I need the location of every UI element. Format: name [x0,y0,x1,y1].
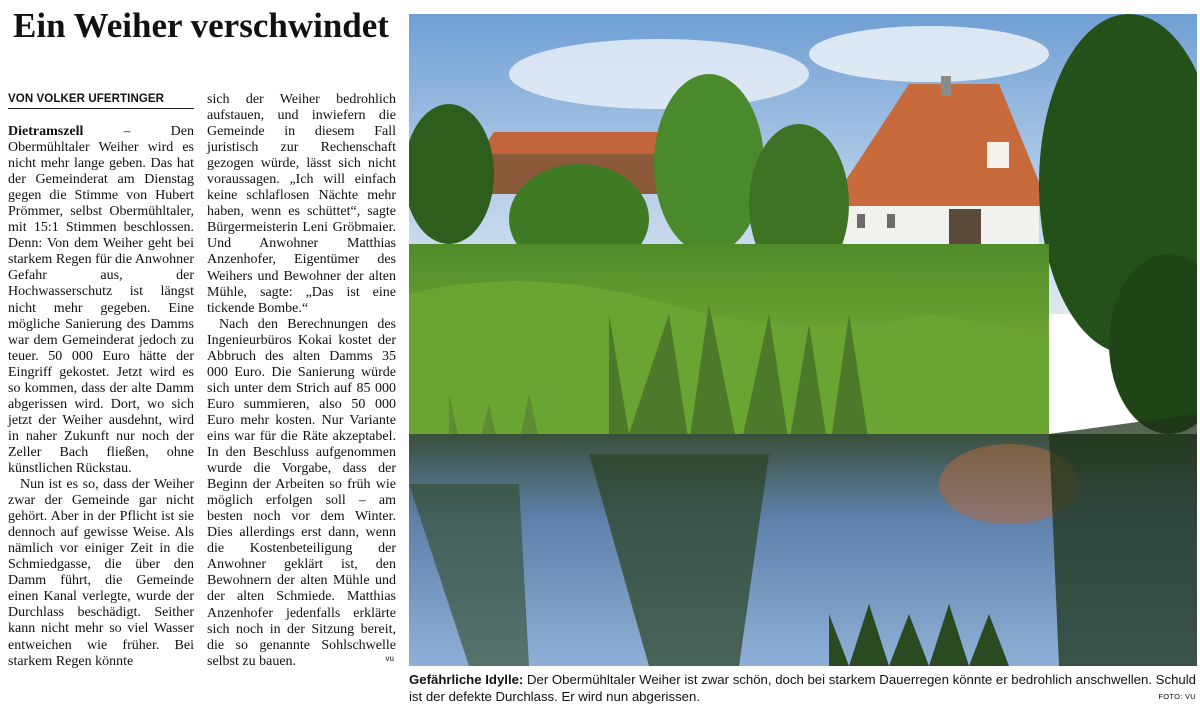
paragraph: sich der Weiher bedrohlich aufstauen, und inwiefern die Gemeinde in diesem Fall juristisch zur Rechenschaft gezogen würde, lässt sich nicht voraussagen. „Ich will einfach keine schlaflosen Nächte mehr haben, wenn es schüttet“, sagte Bürgermeisterin Leni Gröbmaier. Und Anwohner Matthias Anzenhofer, Eigentümer des Weihers und Bewohner der alten Mühle, sagte: „Das ist eine tickende Bombe.“ [207,92,396,316]
headline: Ein Weiher verschwindet [13,6,389,45]
paragraph: Nun ist es so, dass der Weiher zwar der Gemeinde gar nicht gehört. Aber in der Pflicht ist sie dennoch auf gewisse Weise. Als nämlich vor einiger Zeit in die Schmiedgasse, die über den Damm führt, die Gemeinde einen Kanal verlegte, wurde der Durchlass beschädigt. Seither kann nicht mehr so viel Wasser entweichen wie früher. Bei starkem Regen könnte [8,477,194,669]
photo-credit: FOTO: VU [1158,692,1196,701]
paragraph-text: – Den Obermühltaler Weiher wird es nicht mehr lange geben. Das hat der Gemeinderat am Dienstag gegen die Stimme von Hubert Prömmer, selbst Obermühltaler, mit 15:1 Stimmen beschlossen. Denn: Von dem Weiher geht bei starkem Regen für die Anwohner Gefahr aus, der Hochwasserschutz ist längst nicht mehr gegeben. Eine mögliche Sanierung des Damms war dem Gemeinderat jedoch zu teuer. 50 000 Euro hätte der Eingriff gekostet. Jetzt wird es so kommen, dass der alte Damm abgerissen wird. Dort, wo sich jetzt der Weiher ausdehnt, wird in naher Zukunft nur noch der Zeller Bach fließen, ohne künstlichen Rückstau. [8,124,194,476]
dateline: Dietramszell [8,124,84,139]
caption-lead: Gefährliche Idylle: [409,672,524,687]
pond-photo [409,14,1197,666]
paragraph [8,124,194,477]
photo-caption [409,671,1197,705]
paragraph: Nach den Berechnungen des Ingenieurbüros Kokai kostet der Abbruch des alten Damms 35 000 Euro. Die Sanierung würde sich unter dem Strich auf 85 000 Euro summieren, also 50 000 Euro mehr kosten. Nur Variante eins war für die Räte akzeptabel. In den Beschluss aufgenommen wurde die Vorgabe, dass der Beginn der Arbeiten so früh wie möglich erfolgen soll – am besten noch vor dem Winter. Dies allerdings erst dann, wenn die Kostenbeteiligung der Anwohner geklärt ist, den Bewohnern der alten Mühle und der alten Schmiede. Matthias Anzenhofer jedenfalls erklärte sich noch in der Sitzung bereit, die so genannte Sohlschwelle selbst zu bauen. [207,316,396,669]
article-column-2 [207,92,396,670]
author-signature: vu [385,653,394,663]
byline: VON VOLKER UFERTINGER [8,93,194,109]
caption-text: Der Obermühltaler Weiher ist zwar schön, doch bei starkem Dauerregen könnte er bedrohlich anschwellen. Schuld ist der defekte Durchlass. Er wird nun abgerissen. [409,672,1196,704]
article-column-1 [8,124,194,670]
